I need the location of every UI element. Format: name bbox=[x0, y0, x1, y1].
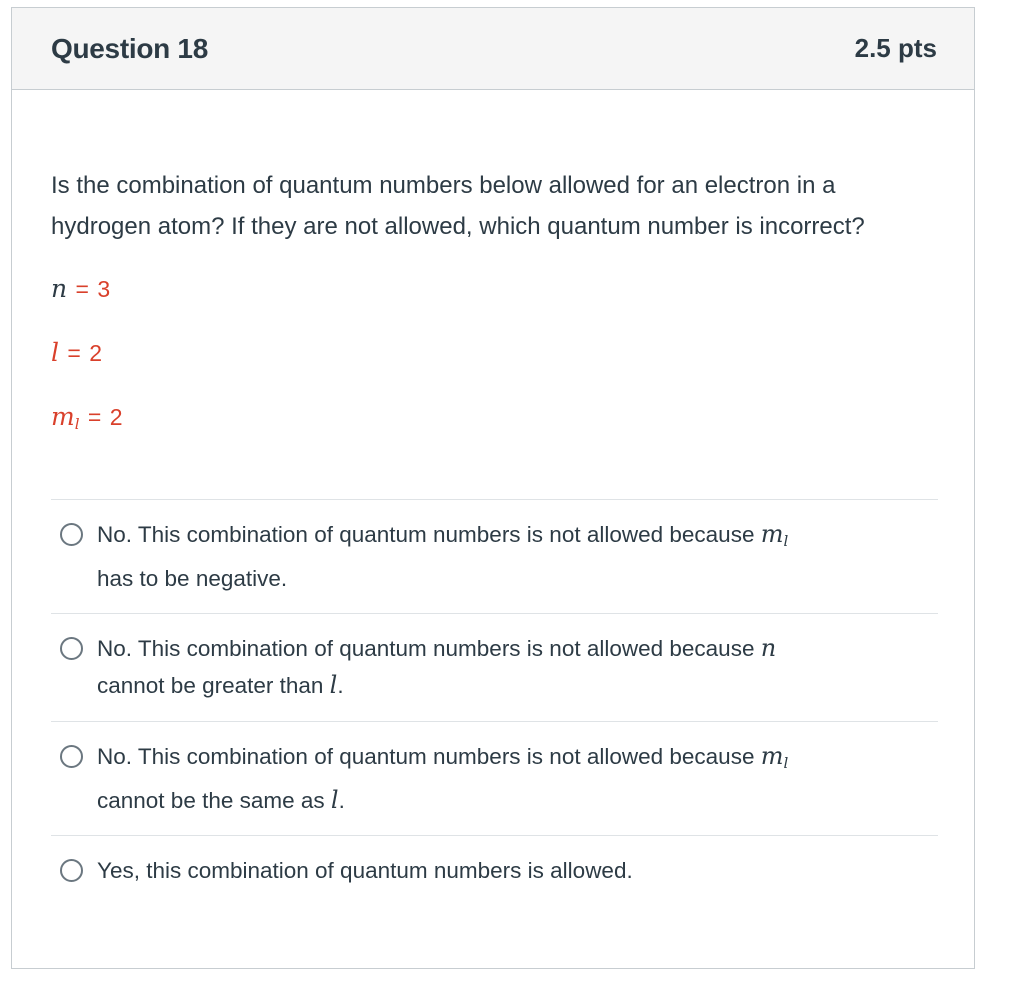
answer-text bbox=[97, 630, 897, 704]
answer-text bbox=[97, 738, 897, 819]
quantum-number-ml bbox=[51, 385, 937, 449]
quantum-value-n: 3 bbox=[97, 276, 111, 302]
quantum-number-l bbox=[51, 321, 937, 385]
answer-var-b: l bbox=[329, 671, 338, 699]
question-card bbox=[11, 7, 975, 969]
equals-sign: = bbox=[75, 276, 89, 302]
answer-var-a bbox=[761, 742, 789, 770]
equals-sign: = bbox=[67, 340, 81, 366]
answer-text bbox=[97, 852, 897, 889]
answer-text-b: has to be negative. bbox=[97, 566, 288, 591]
question-points: 2.5 pts bbox=[854, 33, 937, 63]
answer-option-1[interactable] bbox=[51, 500, 938, 614]
quantum-value-ml: 2 bbox=[109, 404, 123, 430]
radio-button[interactable] bbox=[60, 745, 83, 768]
question-prompt: Is the combination of quantum numbers below allowed for an electron in a hydrogen atom? If they are not allowed, which quantum number is incorrect? bbox=[51, 172, 865, 240]
quantum-symbol-l: l bbox=[51, 338, 59, 367]
quantum-subscript-l: l bbox=[74, 415, 80, 433]
answer-tail: . bbox=[338, 788, 345, 813]
answer-option-4[interactable] bbox=[51, 836, 938, 906]
answer-option-3[interactable] bbox=[51, 722, 938, 836]
answer-var-a bbox=[761, 520, 789, 548]
answer-tail: . bbox=[337, 673, 344, 698]
answer-text-b: cannot be greater than bbox=[97, 673, 330, 698]
answer-text bbox=[97, 516, 897, 597]
answer-text-a: Yes, this combination of quantum numbers is allowed. bbox=[97, 858, 633, 883]
answer-var-b: l bbox=[330, 786, 339, 814]
quantum-value-l: 2 bbox=[89, 340, 103, 366]
radio-button[interactable] bbox=[60, 637, 83, 660]
quantum-symbol-n: n bbox=[51, 274, 68, 303]
quantum-symbol-ml bbox=[51, 402, 80, 431]
answer-list bbox=[51, 499, 938, 906]
quantum-symbol-m: m bbox=[51, 402, 75, 431]
question-header bbox=[12, 8, 974, 90]
answer-text-a: No. This combination of quantum numbers is not allowed because bbox=[97, 744, 761, 769]
answer-var-a-symbol: m bbox=[760, 520, 784, 548]
answer-text-a: No. This combination of quantum numbers is not allowed because bbox=[97, 522, 761, 547]
answer-var-a-sub: l bbox=[783, 754, 789, 772]
answer-var-a-sub: l bbox=[783, 532, 789, 550]
radio-button[interactable] bbox=[60, 859, 83, 882]
answer-option-2[interactable] bbox=[51, 614, 938, 722]
answer-text-a: No. This combination of quantum numbers is not allowed because bbox=[97, 636, 761, 661]
answer-var-a-symbol: m bbox=[760, 742, 784, 770]
equals-sign: = bbox=[87, 404, 102, 430]
question-body bbox=[12, 165, 974, 906]
answer-var-a: n bbox=[760, 634, 777, 662]
question-title: Question 18 bbox=[51, 32, 208, 64]
radio-button[interactable] bbox=[60, 523, 83, 546]
quantum-number-n bbox=[51, 257, 937, 321]
answer-text-b: cannot be the same as bbox=[97, 788, 331, 813]
